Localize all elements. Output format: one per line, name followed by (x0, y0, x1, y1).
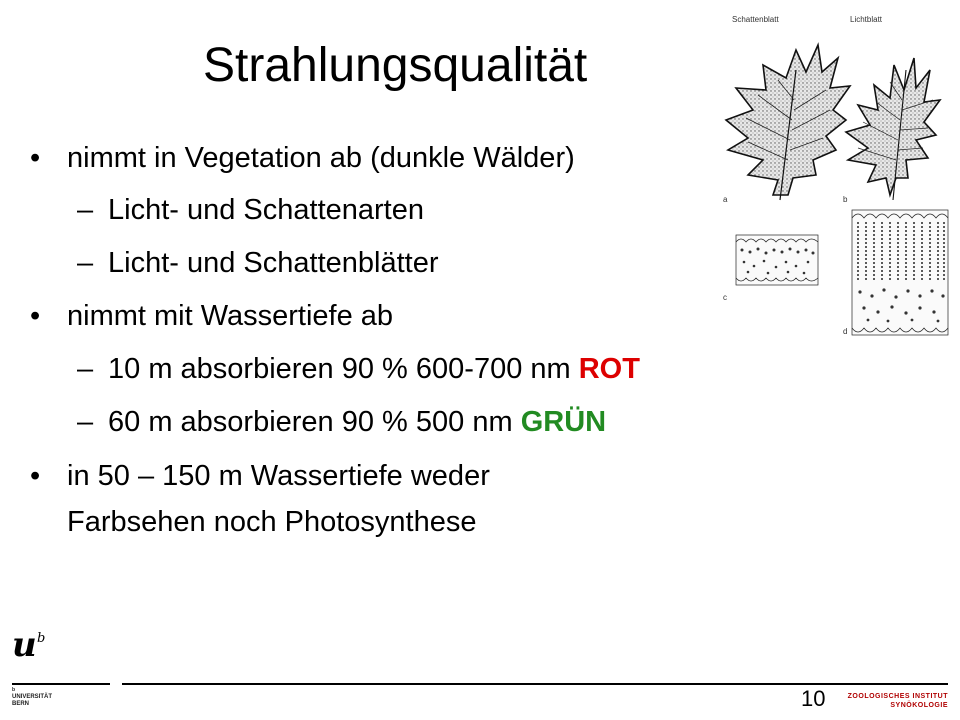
university-name-b: b (12, 687, 16, 693)
page-number: 10 (801, 686, 826, 711)
slide-title: Strahlungsqualität (203, 39, 588, 92)
institute-name (848, 692, 948, 710)
sub-bullet-mark: – (77, 406, 94, 438)
panel-c-label: c (723, 293, 727, 302)
university-logo-b: b (37, 631, 46, 646)
institute-name-line-1: ZOOLOGISCHES INSTITUT (847, 693, 948, 700)
sub-bullet-text (108, 351, 640, 387)
sub-bullet-mark: – (77, 353, 94, 385)
sub-bullet-text: Licht- und Schattenarten (108, 194, 424, 226)
panel-d-label: d (843, 327, 848, 336)
bullet-mark: • (30, 460, 41, 492)
bullet-text-line-1: in 50 – 150 m Wassertiefe weder (67, 460, 490, 492)
sun-leaf-drawing (846, 58, 940, 200)
bullet-text: nimmt mit Wassertiefe ab (67, 300, 394, 332)
bullet-text: nimmt in Vegetation ab (dunkle Wälder) (67, 142, 575, 174)
sub-bullet-plain-text: 10 m absorbieren 90 % 600-700 nm (108, 353, 579, 385)
panel-b-label: b (843, 195, 848, 204)
sub-bullet-plain-text: 60 m absorbieren 90 % 500 nm (108, 406, 521, 438)
bullet-mark: • (30, 300, 41, 332)
university-logo-u: u (12, 625, 37, 665)
leaf-figure (718, 10, 954, 340)
highlight-red-text: ROT (578, 353, 640, 385)
university-name (12, 687, 52, 708)
sub-bullet-text: Licht- und Schattenblätter (108, 247, 439, 279)
bullet-text-line-2: Farbsehen noch Photosynthese (67, 506, 477, 538)
sun-leaf-cross-section (852, 210, 948, 335)
shade-leaf-label: Schattenblatt (732, 15, 779, 24)
panel-a-label: a (723, 195, 728, 204)
sub-bullet-mark: – (77, 247, 94, 279)
university-name-line-1: UNIVERSITÄT (12, 694, 53, 700)
sub-bullet-text (108, 404, 606, 440)
sub-bullet-mark: – (77, 194, 94, 226)
shade-leaf-drawing (726, 45, 850, 200)
footer-rule-left (12, 683, 110, 685)
highlight-green-text: GRÜN (520, 406, 607, 438)
institute-name-line-2: SYNÖKOLOGIE (890, 702, 948, 709)
bullet-mark: • (30, 142, 41, 174)
shade-leaf-cross-section (736, 235, 818, 285)
footer-rule-right (122, 683, 948, 685)
university-name-line-2: BERN (12, 701, 30, 707)
sun-leaf-label: Lichtblatt (850, 15, 883, 24)
